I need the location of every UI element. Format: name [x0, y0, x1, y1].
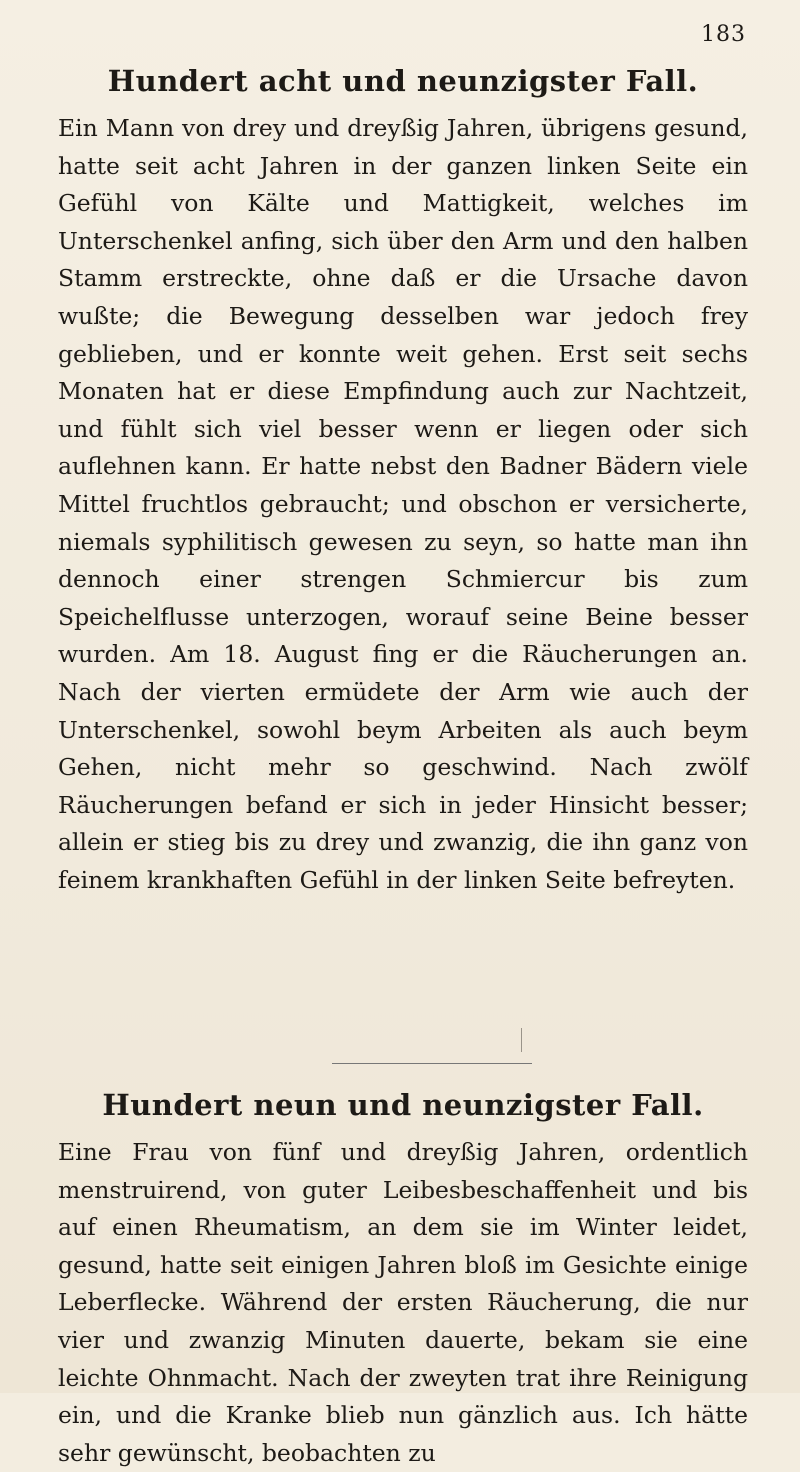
- case-198-text: Ein Mann von drey und dreyßig Jahren, übrigens gesund, hatte seit acht Jahren in der ganzen linken Seite ein Gefühl von Kälte und Mattigkeit, welches im Unterschenkel anfing, sich über den Arm und den halben Stamm erstreckte, ohne daß er die Ursache davon wußte; die Bewegung desselben war jedoch frey geblieben, und er konnte weit gehen. Erst seit sechs Monaten hat er diese Empfindung auch zur Nachtzeit, und fühlt sich viel besser wenn er liegen oder sich auflehnen kann. Er hatte nebst den Badner Bädern viele Mittel fruchtlos gebraucht; und obschon er versicherte, niemals syphilitisch gewesen zu seyn, so hatte man ihn dennoch einer strengen Schmiercur bis zum Speichelflusse unterzogen, worauf seine Beine besser wurden. Am 18. August fing er die Räucherungen an. Nach der vierten ermüdete der Arm wie auch der Unterschenkel, sowohl beym Arbeiten als auch beym Gehen, nicht mehr so geschwind. Nach zwölf Räucherungen befand er sich in jeder Hinsicht besser; allein er stieg bis zu drey und zwanzig, die ihn ganz von feinem krankhaften Gefühl in der linken Seite befreyten.: [58, 114, 748, 894]
- case-199-section: [58, 1088, 748, 1472]
- case-199-heading: Hundert neun und neunzigster Fall.: [102, 1088, 704, 1122]
- page-number: 183: [701, 22, 746, 47]
- margin-mark: [521, 1028, 522, 1052]
- section-divider: [332, 1063, 532, 1064]
- case-198-section: [58, 64, 748, 899]
- case-199-text: Eine Frau von fünf und dreyßig Jahren, ordentlich menstruirend, von guter Leibesbeschaffenheit und bis auf einen Rheumatism, an dem sie im Winter leidet, gesund, hatte seit einigen Jahren bloß im Gesichte einige Leberflecke. Während der ersten Räucherung, die nur vier und zwanzig Minuten dauerte, bekam sie eine leichte Ohnmacht. Nach der zweyten trat ihre Reinigung ein, und die Kranke blieb nun gänzlich aus. Ich hätte sehr gewünscht, beobachten zu: [58, 1138, 748, 1467]
- case-198-heading: Hundert acht und neunzigster Fall.: [107, 64, 699, 98]
